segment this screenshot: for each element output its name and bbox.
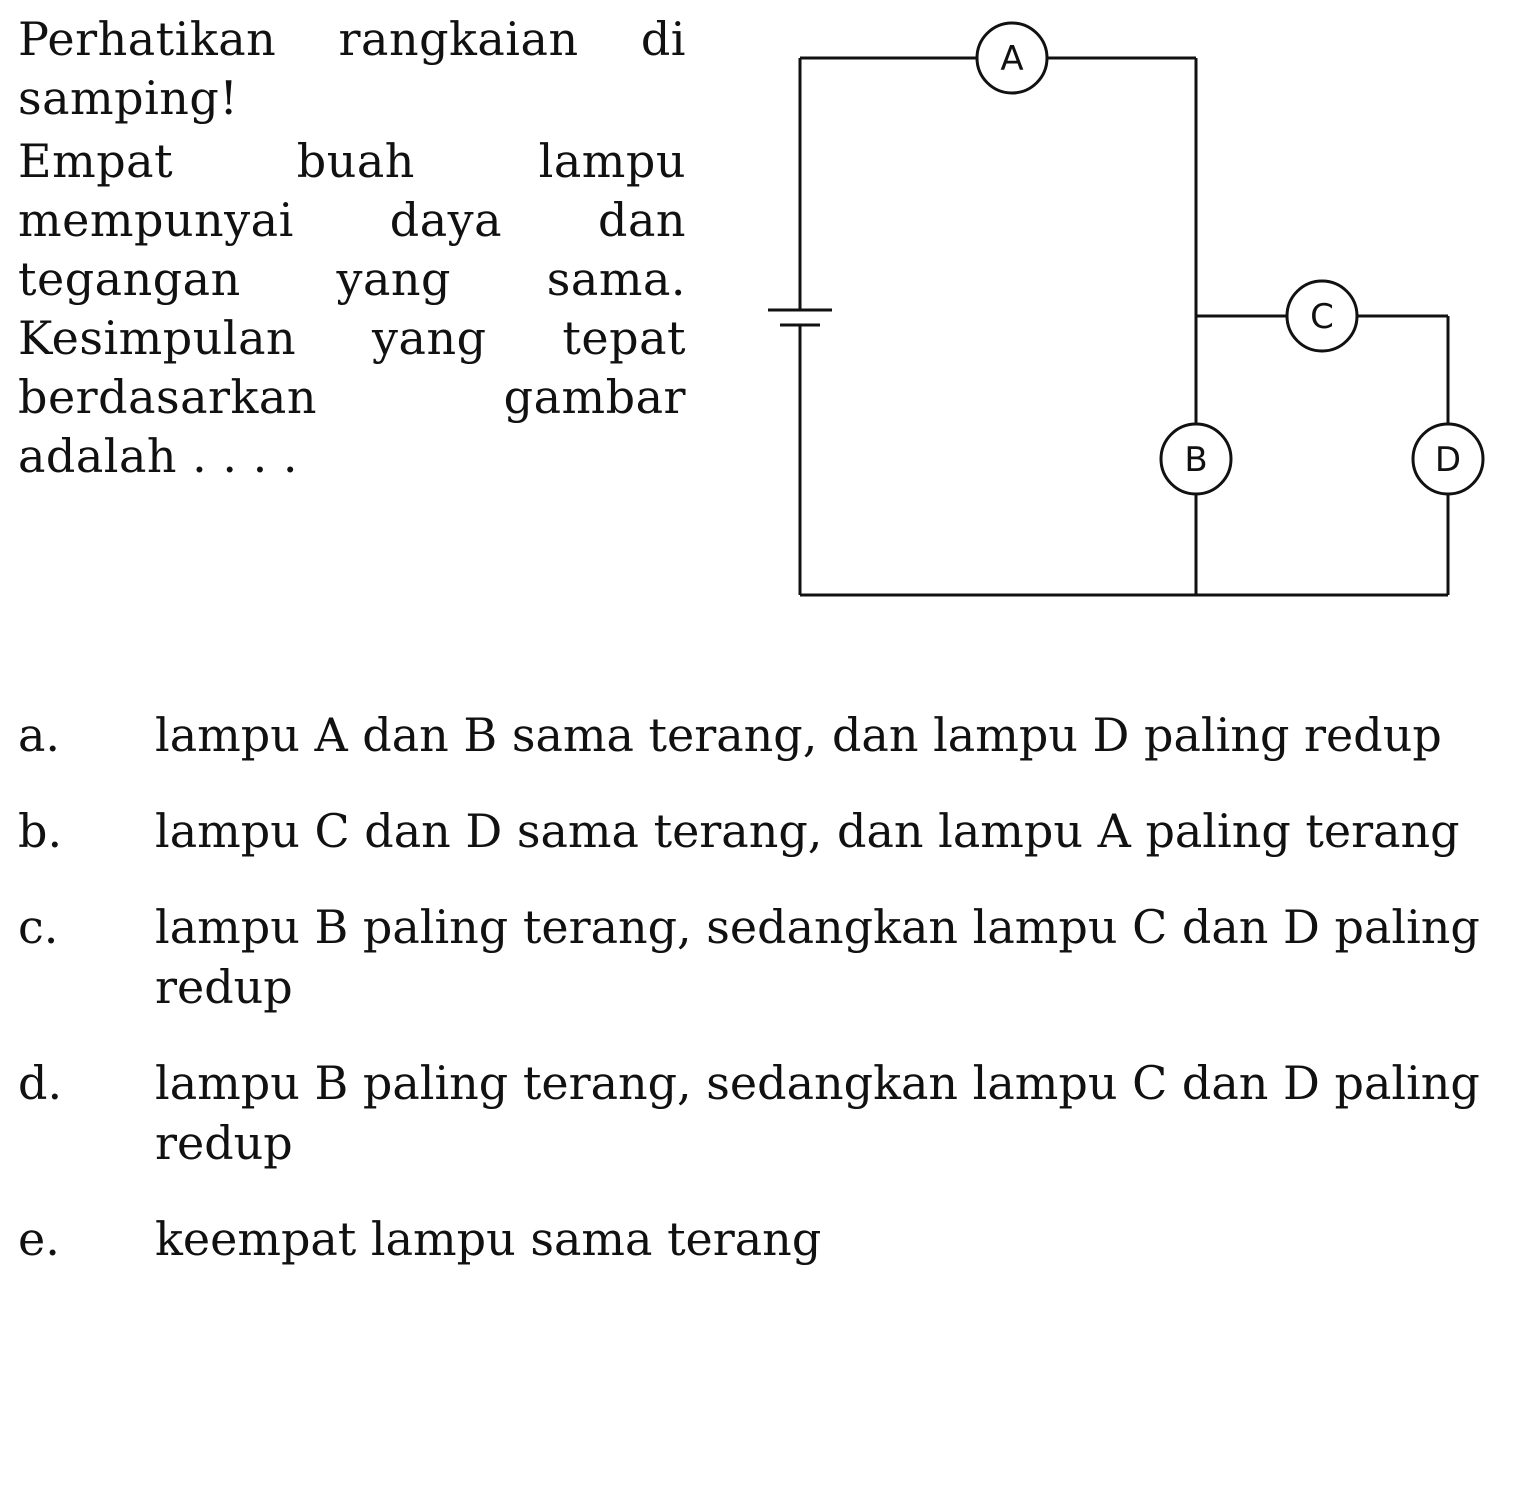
lamp-b — [1161, 424, 1231, 494]
lamp-a — [977, 23, 1047, 93]
option-text: lampu C dan D sama terang, dan lampu A paling terang — [155, 804, 1460, 858]
lamp-d — [1413, 424, 1483, 494]
option-c[interactable] — [18, 897, 1498, 1017]
option-letter: d. — [18, 1056, 63, 1110]
answer-options — [18, 705, 1498, 1305]
option-a[interactable] — [18, 705, 1498, 765]
option-e[interactable] — [18, 1209, 1498, 1269]
circuit-diagram — [0, 0, 1518, 640]
lamp-c-label: C — [1310, 297, 1334, 337]
option-text: lampu B paling terang, sedangkan lampu C dan D paling redup — [155, 1056, 1480, 1170]
option-text: lampu B paling terang, sedangkan lampu C dan D paling redup — [155, 900, 1480, 1014]
lamp-d-label: D — [1434, 440, 1462, 480]
question-body: Empat buah lampu mempunyai daya dan tegangan yang sama. Kesimpulan yang tepat berdasarkan gambar adalah . . . . — [18, 134, 686, 483]
option-b[interactable] — [18, 801, 1498, 861]
option-letter: c. — [18, 900, 59, 954]
question-intro: Perhatikan rangkaian di samping! — [18, 12, 686, 125]
option-letter: b. — [18, 804, 63, 858]
lamp-a-label: A — [1000, 39, 1024, 79]
battery-icon — [768, 310, 832, 325]
option-letter: a. — [18, 708, 61, 762]
lamp-c — [1287, 281, 1357, 351]
option-text: lampu A dan B sama terang, dan lampu D paling redup — [155, 708, 1442, 762]
option-text: keempat lampu sama terang — [155, 1212, 822, 1266]
option-letter: e. — [18, 1212, 60, 1266]
lamp-b-label: B — [1184, 440, 1208, 480]
option-d[interactable] — [18, 1053, 1498, 1173]
